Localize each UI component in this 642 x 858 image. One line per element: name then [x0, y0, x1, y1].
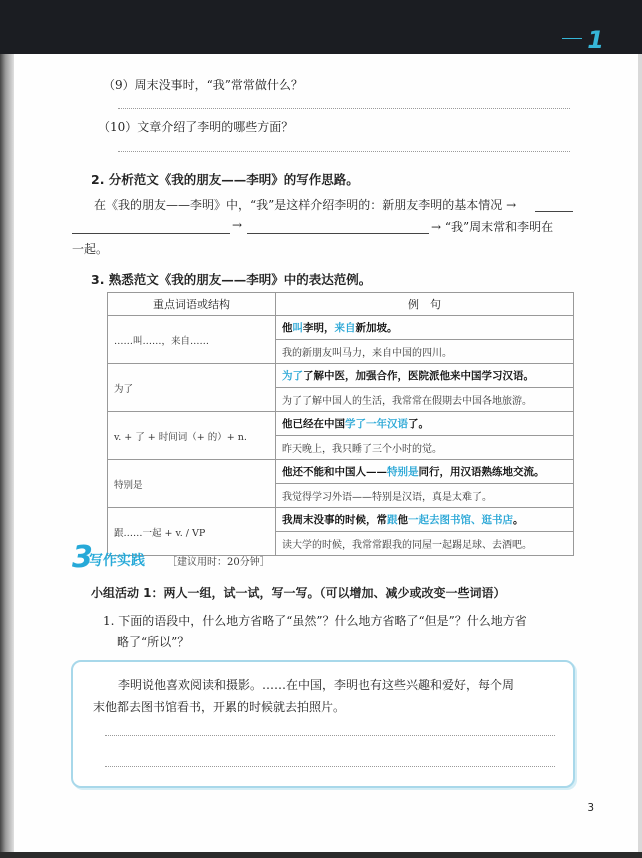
- key-structure: 跟……一起 + v. / VP: [108, 508, 276, 556]
- question-number: （9）: [103, 78, 135, 92]
- arrow: →: [232, 218, 243, 232]
- table-row: [108, 508, 574, 532]
- answer-line[interactable]: [105, 735, 555, 736]
- table-row: [108, 412, 574, 436]
- example-sentence: 他还不能和中国人——特别是同行，用汉语熟练地交流。: [276, 460, 574, 484]
- book-spine-shadow: [0, 54, 14, 858]
- example-sentence: 为了了解中医，加强合作，医院派他来中国学习汉语。: [276, 364, 574, 388]
- key-structure: 为了: [108, 364, 276, 412]
- question-text: 周末没事时，“我”常常做什么？: [134, 78, 303, 92]
- passage-box: [71, 660, 575, 788]
- section-2-heading: 2. 分析范文《我的朋友——李明》的写作思路。: [91, 172, 359, 187]
- answer-line[interactable]: [118, 108, 570, 109]
- section-2-text-end: 一起。: [72, 242, 109, 256]
- question-number: （10）: [98, 120, 138, 134]
- section-title: 写作实践: [89, 553, 145, 569]
- column-header: 例 句: [276, 293, 574, 316]
- example-sentence: 为了了解中国人的生活，我常常在假期去中国各地旅游。: [276, 388, 574, 412]
- suggested-time: ［建议用时：20分钟］: [167, 557, 270, 568]
- fill-blank[interactable]: [247, 233, 429, 234]
- example-sentence: 我觉得学习外语——特别是汉语，真是太难了。: [276, 484, 574, 508]
- table-row: [108, 316, 574, 340]
- section-number: 3: [72, 540, 93, 575]
- example-sentence: 他已经在中国学了一年汉语了。: [276, 412, 574, 436]
- table-header-row: [108, 293, 574, 316]
- bottom-edge: [0, 852, 642, 858]
- example-sentence: 他叫李明，来自新加坡。: [276, 316, 574, 340]
- page-edge: [638, 54, 642, 858]
- question-1-line2: 略了“所以”？: [117, 635, 190, 649]
- fill-blank[interactable]: [535, 211, 573, 212]
- table-row: [108, 364, 574, 388]
- banner-rule: [562, 38, 582, 39]
- section-2-text-tail: → “我”周末常和李明在: [431, 220, 554, 234]
- table-row: [108, 460, 574, 484]
- passage-line: 李明说他喜欢阅读和摄影。……在中国，李明也有这些兴趣和爱好，每个周: [118, 678, 515, 692]
- key-structure: ……叫……，来自……: [108, 316, 276, 364]
- passage-line: 末他都去图书馆看书，开累的时候就去拍照片。: [93, 700, 346, 714]
- answer-line[interactable]: [105, 766, 555, 767]
- group-activity: 小组活动 1：两人一组，试一试，写一写。（可以增加、减少或改变一些词语）: [91, 586, 506, 600]
- section-3-heading: 3. 熟悉范文《我的朋友——李明》中的表达范例。: [91, 272, 372, 287]
- example-sentence: 我周末没事的时候，常跟他一起去图书馆、逛书店。: [276, 508, 574, 532]
- question-10: [98, 118, 293, 135]
- question-text: 文章介绍了李明的哪些方面？: [137, 120, 294, 134]
- example-sentence: 读大学的时候，我常常跟我的同屋一起踢足球、去酒吧。: [276, 532, 574, 556]
- section-2-text: 在《我的朋友——李明》中，“我”是这样介绍李明的：新朋友李明的基本情况 →: [94, 198, 517, 212]
- key-structure: 特别是: [108, 460, 276, 508]
- fill-blank[interactable]: [72, 233, 230, 234]
- question-9: [103, 76, 303, 93]
- example-sentence: 昨天晚上，我只睡了三个小时的觉。: [276, 436, 574, 460]
- key-structure: v. + 了 + 时间词（+ 的）+ n.: [108, 412, 276, 460]
- example-sentence: 我的新朋友叫马力，来自中国的四川。: [276, 340, 574, 364]
- column-header: 重点词语或结构: [108, 293, 276, 316]
- page-number: 3: [587, 802, 594, 814]
- example-table: [107, 292, 574, 556]
- top-banner: [0, 0, 642, 54]
- question-1-line1: 1. 下面的语段中，什么地方省略了“虽然”？什么地方省略了“但是”？什么地方省: [103, 614, 527, 628]
- answer-line[interactable]: [118, 151, 570, 152]
- chapter-number: 1: [587, 26, 604, 54]
